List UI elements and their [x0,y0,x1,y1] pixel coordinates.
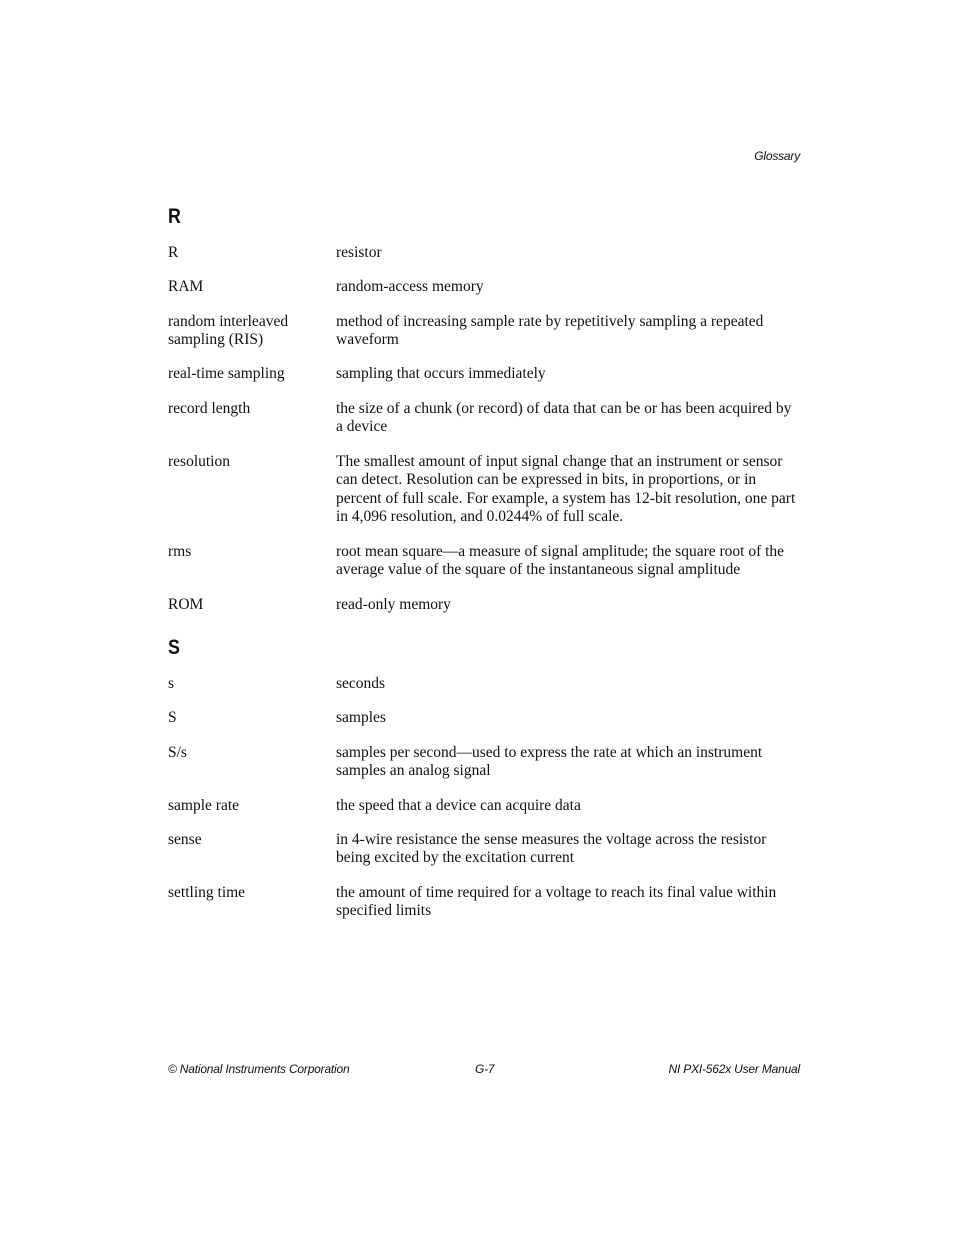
glossary-entry [168,744,800,781]
entry-definition: seconds [336,675,386,693]
entry-definition: the speed that a device can acquire data [336,796,581,814]
entry-term: sample rate [168,796,240,814]
glossary-section-s [168,636,800,921]
entry-definition: samples [336,709,386,727]
glossary-entry [168,709,800,728]
page-footer [168,1062,800,1078]
glossary-entry [168,313,800,350]
entry-term: random interleaved sampling (RIS) [168,312,289,349]
entry-term: R [168,244,179,261]
entry-definition: in 4-wire resistance the sense measures the voltage across the resistor being excited by the excitation current [336,830,767,867]
entry-term: RAM [168,278,204,296]
glossary-entry [168,884,800,921]
entry-definition: method of increasing sample rate by repetitively sampling a repeated waveform [336,312,764,349]
running-header: Glossary [754,149,800,163]
glossary-section-r [168,205,800,614]
glossary-entry [168,831,800,868]
entry-term: sense [168,830,202,848]
entry-term: rms [168,542,192,560]
entry-term: resolution [168,452,230,470]
entry-term: real-time sampling [168,365,285,383]
footer-manual-title: NI PXI-562x User Manual [668,1062,800,1076]
entry-definition: samples per second—used to express the rate at which an instrument samples an analog signal [336,743,763,780]
entry-term: ROM [168,595,204,613]
entry-term: S [168,709,177,727]
entry-definition: The smallest amount of input signal change that an instrument or sensor can detect. Resolution can be expressed in bits, in proportions, or in percent of full scale. For example, a system has 12-bit resolution, one part in 4,096 resolution, and 0.0244% of full scale. [336,452,796,526]
glossary-body [168,205,800,937]
entry-definition: the size of a chunk (or record) of data that can be or has been acquired by a device [336,399,792,436]
entry-definition: the amount of time required for a voltage to reach its final value within specified limits [336,883,777,920]
glossary-entry [168,596,800,615]
page-number: G-7 [475,1062,495,1076]
glossary-entry [168,797,800,816]
glossary-entry [168,400,800,437]
entry-definition: root mean square—a measure of signal amplitude; the square root of the average value of the square of the instantaneous signal amplitude [336,542,785,579]
entry-term: S/s [168,743,187,761]
glossary-entry [168,453,800,527]
entry-definition: sampling that occurs immediately [336,365,546,383]
glossary-entry [168,675,800,694]
entry-term: s [168,675,175,693]
footer-copyright: © National Instruments Corporation [168,1062,350,1076]
entry-definition: resistor [336,244,382,261]
entry-term: settling time [168,883,246,901]
section-heading: R [168,205,181,228]
section-heading: S [168,636,180,660]
entry-definition: read-only memory [336,595,451,613]
glossary-entry [168,543,800,580]
glossary-entry [168,278,800,297]
entry-term: record length [168,399,251,417]
glossary-entry [168,365,800,384]
glossary-entry [168,244,800,263]
entry-definition: random-access memory [336,278,484,296]
